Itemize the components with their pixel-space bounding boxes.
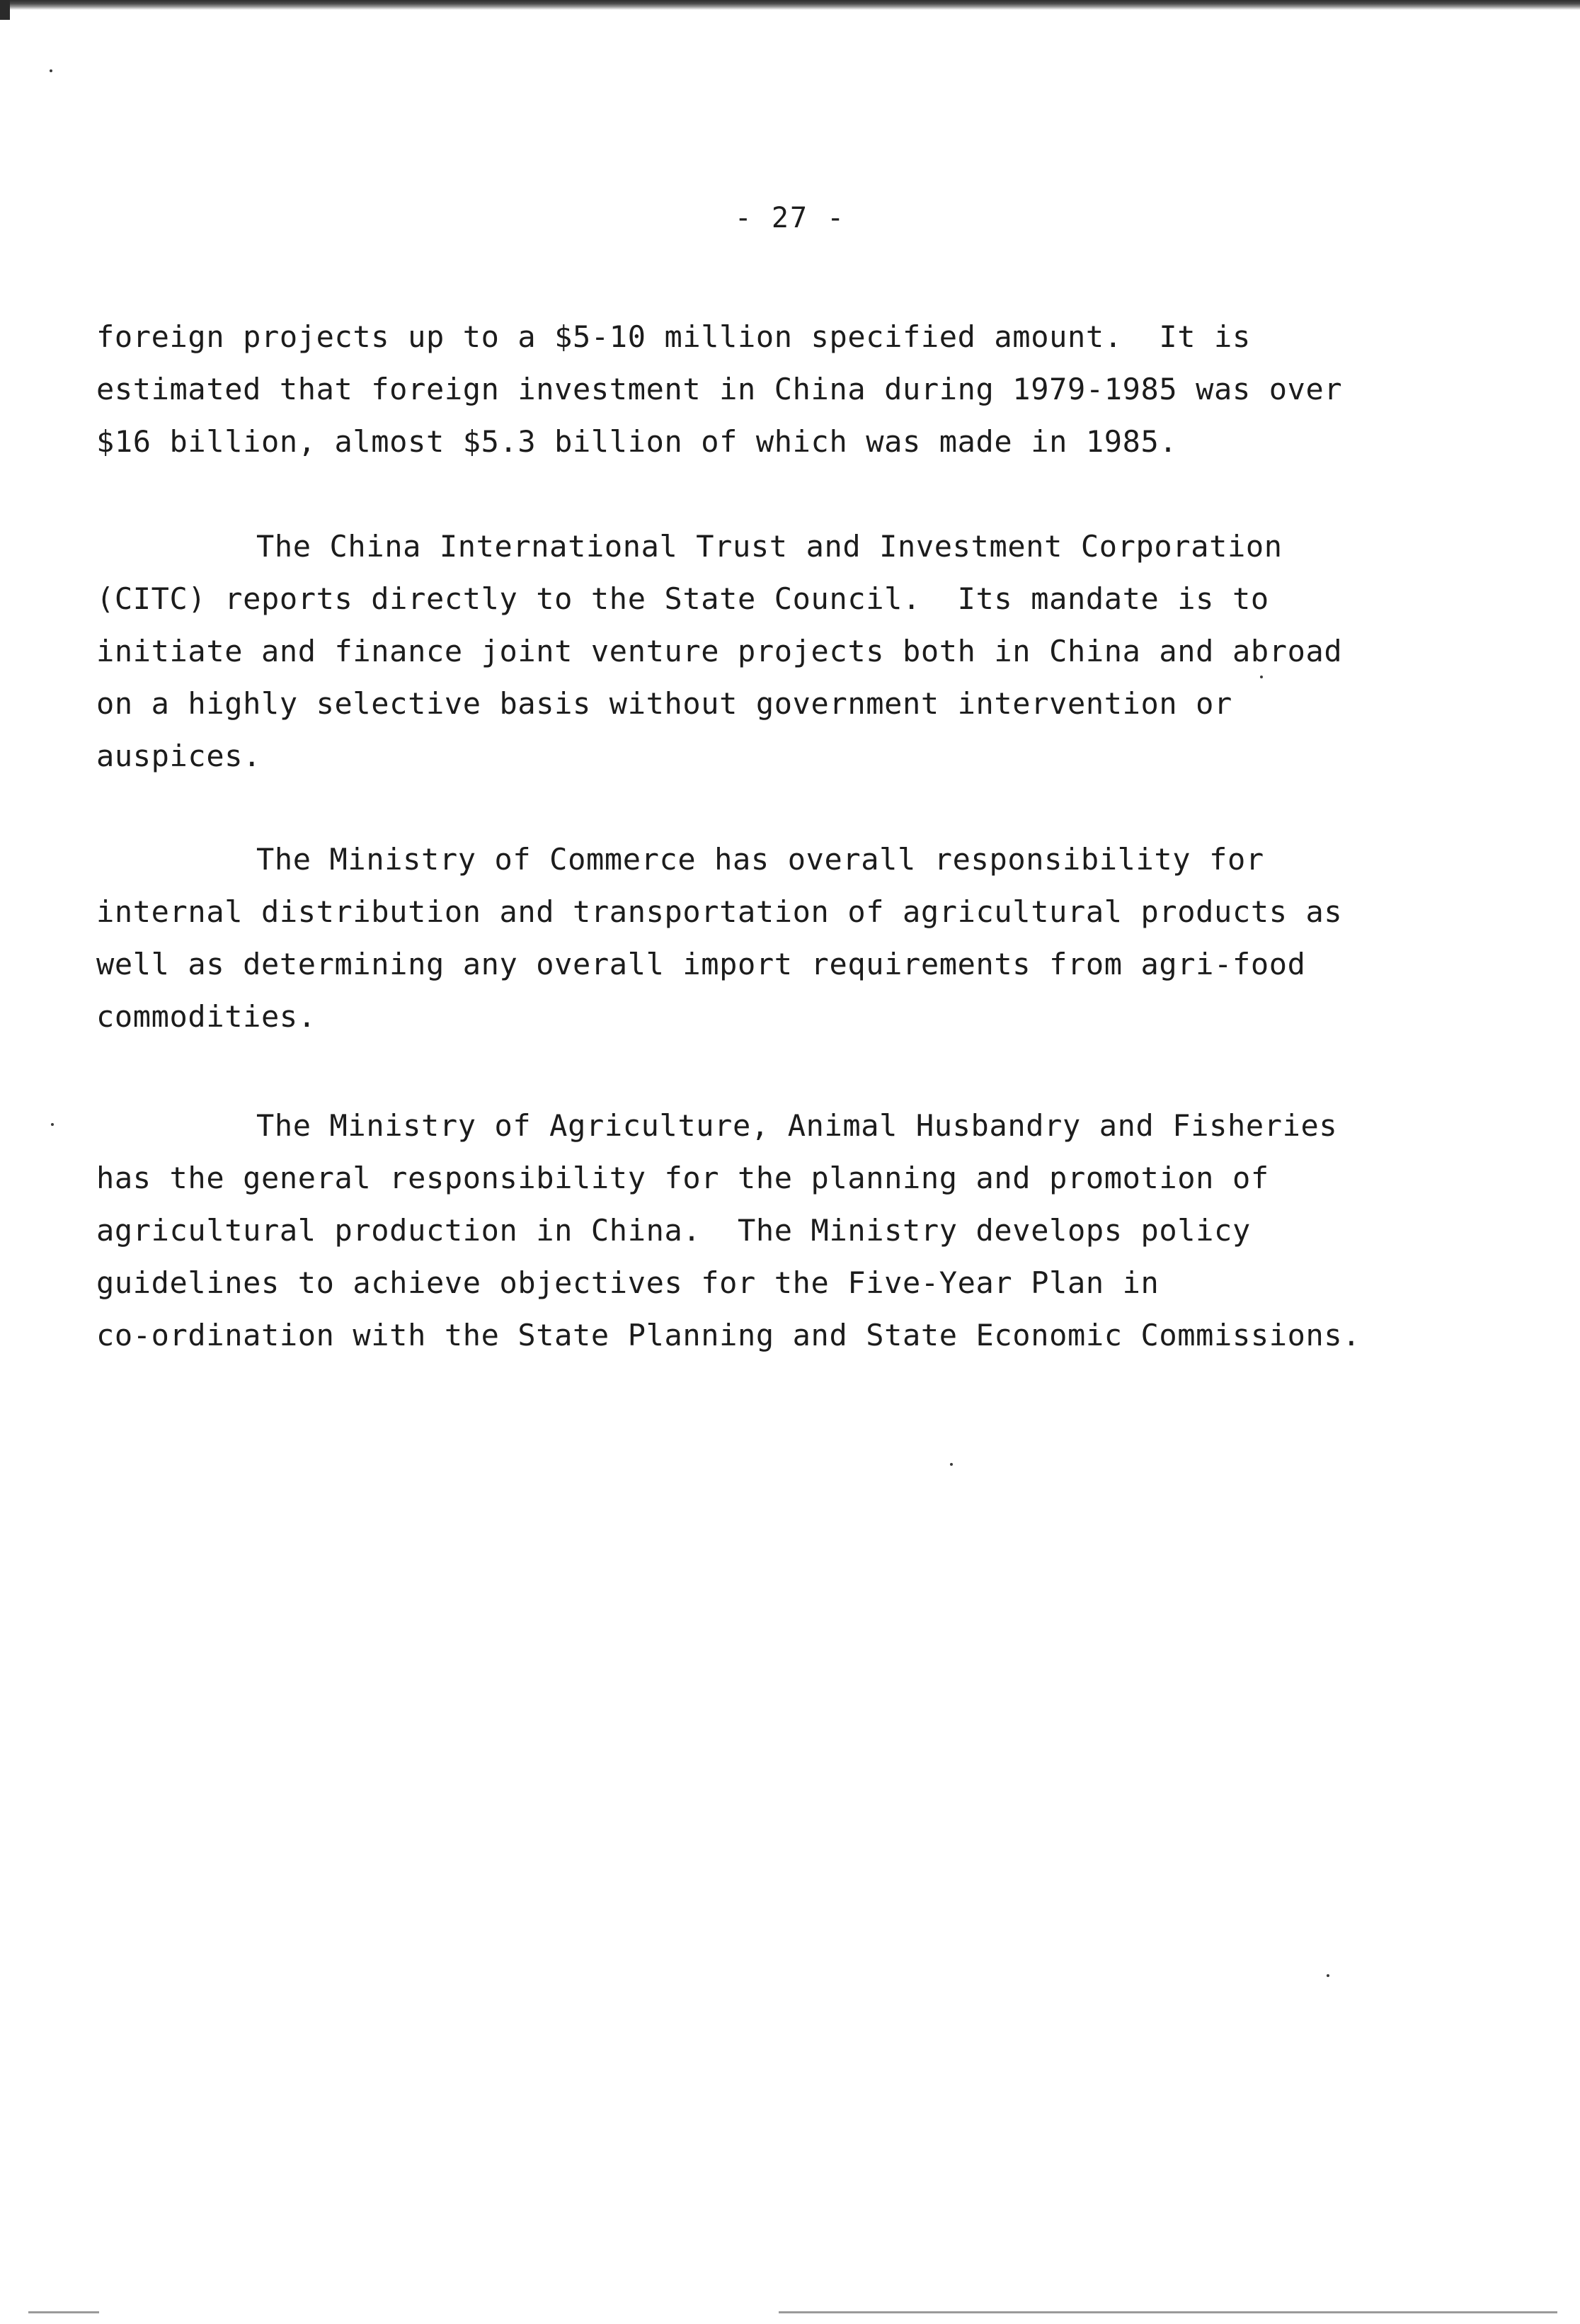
paragraph-2-line-1: The China International Trust and Investment Corporation	[256, 529, 1283, 564]
scan-speck	[50, 69, 52, 72]
scan-speck	[1327, 1974, 1329, 1977]
paragraph-4-line-3: agricultural production in China. The Ministry develops policy	[96, 1213, 1251, 1248]
paragraph-2-line-4: on a highly selective basis without government intervention or	[96, 686, 1232, 721]
page-number: - 27 -	[734, 202, 846, 234]
paragraph-1-line-2: estimated that foreign investment in China during 1979-1985 was over	[96, 372, 1343, 406]
paragraph-3-line-4: commodities.	[96, 999, 316, 1034]
paragraph-2-line-5: auspices.	[96, 739, 261, 773]
paragraph-3-line-1: The Ministry of Commerce has overall responsibility for	[256, 842, 1264, 877]
paragraph-4-line-2: has the general responsibility for the planning and promotion of	[96, 1161, 1269, 1195]
paragraph-4-line-4: guidelines to achieve objectives for the Five-Year Plan in	[96, 1265, 1160, 1300]
paragraph-2-line-3: initiate and finance joint venture projects both in China and abroad	[96, 634, 1343, 668]
paragraph-1-line-1: foreign projects up to a $5-10 million specified amount. It is	[96, 319, 1251, 354]
paragraph-4-line-1: The Ministry of Agriculture, Animal Husbandry and Fisheries	[256, 1108, 1338, 1143]
scan-speck	[950, 1463, 953, 1466]
scan-speck	[51, 1123, 54, 1126]
scan-speck	[1260, 676, 1263, 678]
scan-corner-mark	[0, 0, 10, 20]
scan-bottom-rule	[779, 2311, 1062, 2313]
paragraph-2-line-2: (CITC) reports directly to the State Council. Its mandate is to	[96, 581, 1269, 616]
scan-top-edge	[0, 0, 1580, 10]
scan-bottom-rule	[1048, 2311, 1557, 2313]
paragraph-3-line-2: internal distribution and transportation of agricultural products as	[96, 894, 1343, 929]
paragraph-3-line-3: well as determining any overall import requirements from agri-food	[96, 947, 1306, 981]
paragraph-4-line-5: co-ordination with the State Planning and State Economic Commissions.	[96, 1318, 1361, 1352]
paragraph-1-line-3: $16 billion, almost $5.3 billion of which was made in 1985.	[96, 424, 1178, 459]
scan-bottom-rule	[28, 2311, 99, 2313]
